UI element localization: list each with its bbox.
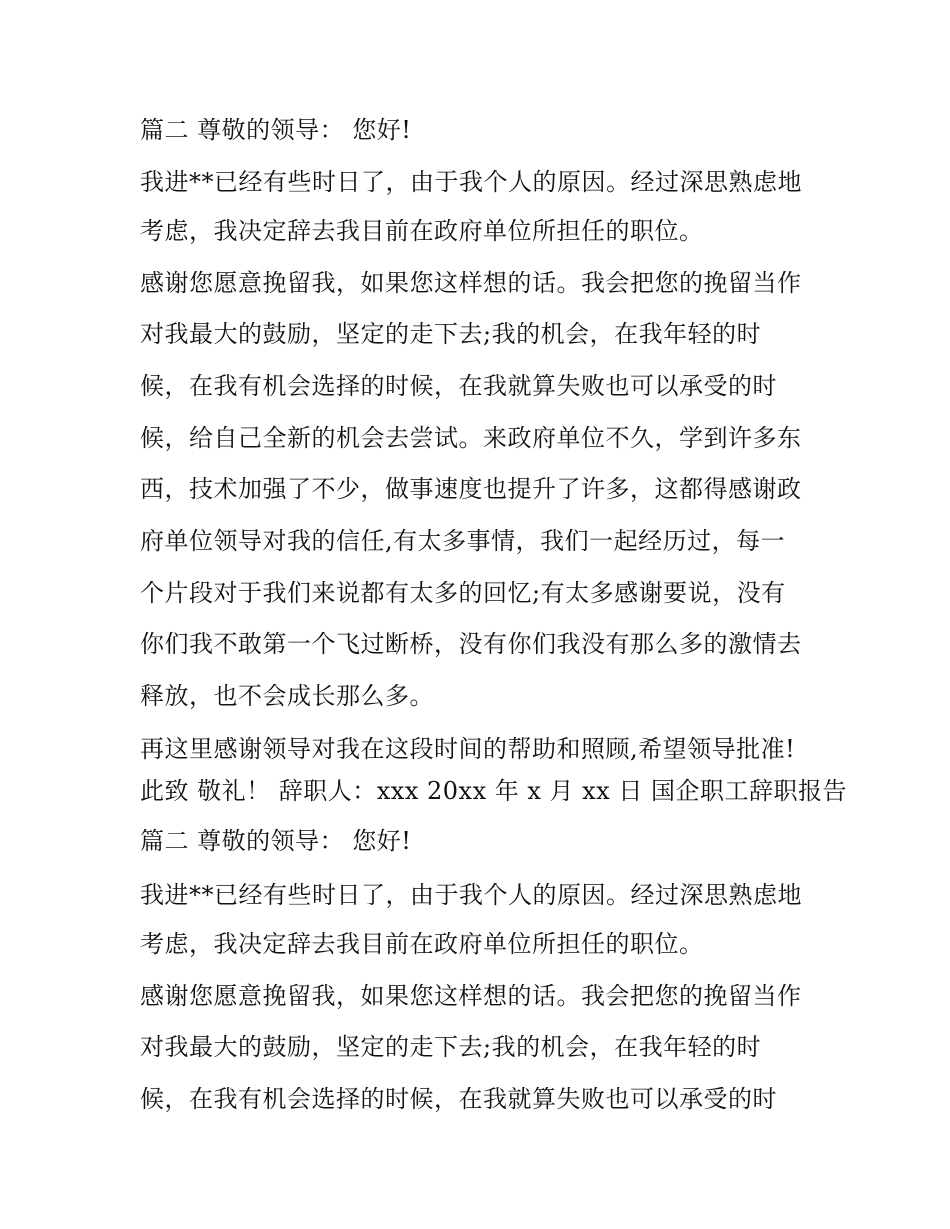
body-text-line: 西，技术加强了不少，做事速度也提升了许多，这都得感谢政 bbox=[140, 475, 802, 503]
body-text-line: 候，在我有机会选择的时候，在我就算失败也可以承受的时 bbox=[140, 1085, 777, 1113]
body-text-line: 释放，也不会成长那么多。 bbox=[140, 682, 434, 710]
body-text-line: 感谢您愿意挽留我，如果您这样想的话。我会把您的挽留当作 bbox=[140, 269, 802, 297]
body-text-line: 考虑，我决定辞去我目前在政府单位所担任的职位。 bbox=[140, 217, 704, 245]
closing-line: 此致 敬礼！ 辞职人：xxx 20xx 年 x 月 xx 日 国企职工辞职报告 bbox=[140, 777, 847, 805]
body-text-line: 再这里感谢领导对我在这段时间的帮助和照顾,希望领导批准! bbox=[140, 735, 796, 763]
body-text-line: 我进**已经有些时日了，由于我个人的原因。经过深思熟虑地 bbox=[140, 881, 802, 909]
body-text-line: 你们我不敢第一个飞过断桥，没有你们我没有那么多的激情去 bbox=[140, 630, 802, 658]
body-text-line: 候，在我有机会选择的时候，在我就算失败也可以承受的时 bbox=[140, 372, 777, 400]
salutation-line: 篇二 尊敬的领导： 您好! bbox=[140, 116, 412, 144]
body-text-line: 感谢您愿意挽留我，如果您这样想的话。我会把您的挽留当作 bbox=[140, 982, 802, 1010]
salutation-line: 篇二 尊敬的领导： 您好! bbox=[140, 827, 412, 855]
body-text-line: 府单位领导对我的信任,有太多事情，我们一起经历过，每一 bbox=[140, 527, 786, 555]
body-text-line: 个片段对于我们来说都有太多的回忆;有太多感谢要说，没有 bbox=[140, 579, 786, 607]
body-text-line: 我进**已经有些时日了，由于我个人的原因。经过深思熟虑地 bbox=[140, 168, 802, 196]
body-text-line: 考虑，我决定辞去我目前在政府单位所担任的职位。 bbox=[140, 930, 704, 958]
body-text-line: 对我最大的鼓励，坚定的走下去;我的机会，在我年轻的时 bbox=[140, 320, 762, 348]
body-text-line: 候，给自己全新的机会去尝试。来政府单位不久，学到许多东 bbox=[140, 424, 802, 452]
body-text-line: 对我最大的鼓励，坚定的走下去;我的机会，在我年轻的时 bbox=[140, 1033, 762, 1061]
